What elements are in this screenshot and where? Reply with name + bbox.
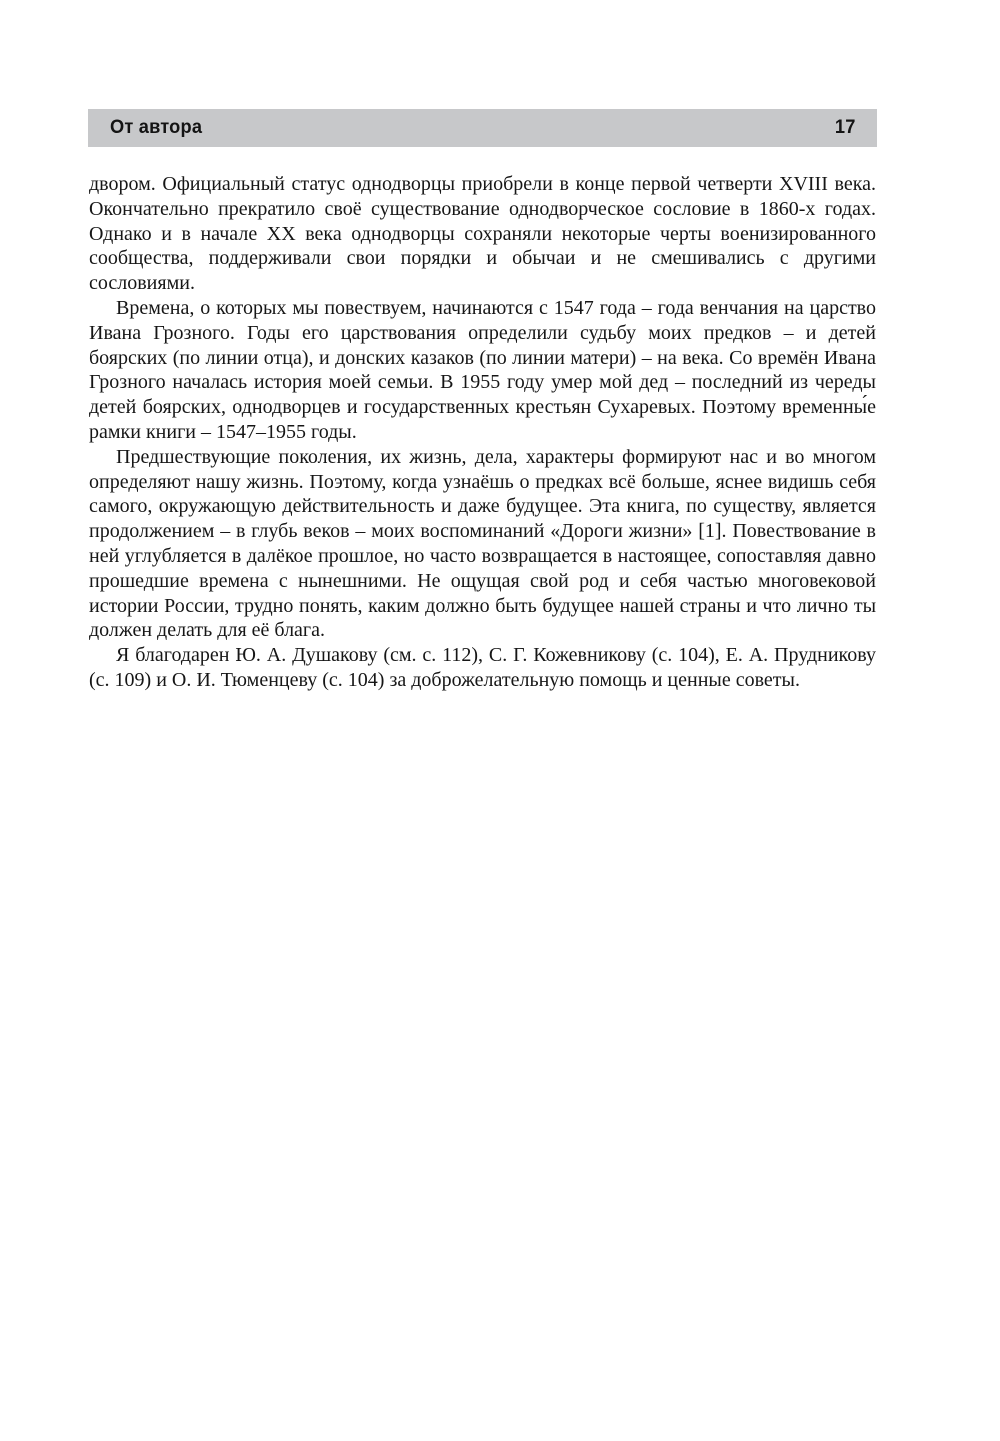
page-header-bar [88, 109, 877, 147]
paragraph: Времена, о которых мы повествуем, начинаются с 1547 года – года венчания на царство Ивана Грозного. Годы его царствования определили судьбу моих предков – и детей боярских (по линии отца), и донских казаков (по линии матери) – на века. Со времён Ивана Грозного началась история моей семьи. В 1955 году умер мой дед – последний из череды детей боярских, однодворцев и государственных крестьян Сухаревых. Поэтому временны́е рамки книги – 1547–1955 годы. [89, 296, 876, 443]
paragraph: Я благодарен Ю. А. Душакову (см. с. 112), С. Г. Кожевникову (с. 104), Е. А. Прудникову (с. 109) и О. И. Тюменцеву (с. 104) за доброжелательную помощь и ценные советы. [89, 644, 876, 691]
page-header-title: От автора [110, 117, 203, 138]
paragraph: Предшествующие поколения, их жизнь, дела, характеры формируют нас и во многом определяют нашу жизнь. Поэтому, когда узнаёшь о предках всё больше, яснее видишь себя самого, окружающую действительность и даже будущее. Эта книга, по существу, является продолжением – в глубь веков – моих воспоминаний «Дороги жизни» [1]. Повествование в ней углубляется в далёкое прошлое, но часто возвращается в настоящее, сопоставляя давно прошедшие времена с нынешними. Не ощущая свой род и себя частью многовековой истории России, трудно понять, каким должно быть будущее нашей страны и что лично ты должен делать для её блага. [89, 445, 876, 642]
paragraph: двором. Официальный статус однодворцы приобрели в конце первой четверти XVIII века. Окончательно прекратило своё существование однодворческое сословие в 1860-х годах. Однако и в начале XX века однодворцы сохраняли некоторые черты военизированного сообщества, поддерживали свои порядки и обычаи и не смешивались с другими сословиями. [89, 173, 876, 295]
body-text [89, 172, 876, 693]
page-number: 17 [835, 117, 856, 138]
